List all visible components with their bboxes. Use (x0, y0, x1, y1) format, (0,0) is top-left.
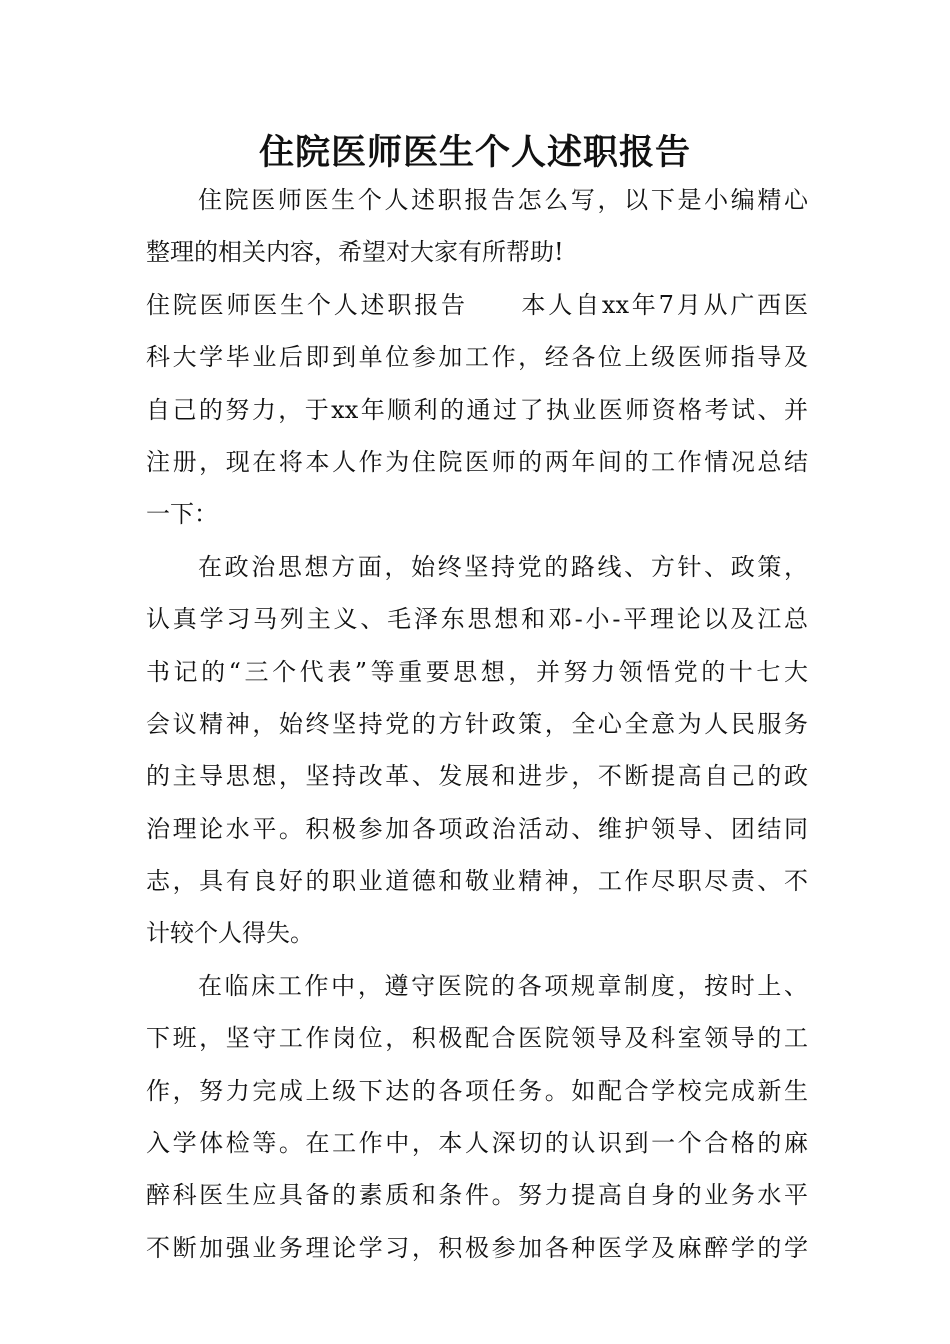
body-line: 计较个人得失。 (146, 919, 314, 948)
body-line: 科大学毕业后即到单位参加工作，经各位上级医师指导及 (146, 343, 808, 372)
body-line: 自己的努力，于xx年顺利的通过了执业医师资格考试、并 (146, 395, 808, 424)
document-body (146, 174, 808, 1274)
body-line: 醉科医生应具备的素质和条件。努力提高自身的业务水平 (146, 1181, 808, 1210)
body-line: 下班，坚守工作岗位，积极配合医院领导及科室领导的工 (146, 1024, 808, 1053)
document-title: 住院医师医生个人述职报告 (258, 133, 691, 173)
body-line: 不断加强业务理论学习，积极参加各种医学及麻醉学的学 (146, 1233, 808, 1262)
body-line: 住院医师医生个人述职报告怎么写，以下是小编精心 (198, 186, 808, 214)
body-line: 在临床工作中，遵守医院的各项规章制度，按时上、 (198, 971, 808, 1000)
body-line: 住院医师医生个人述职报告 本人自xx年7月从广西医 (146, 290, 808, 319)
body-line: 的主导思想，坚持改革、发展和进步，不断提高自己的政 (146, 762, 808, 791)
body-line: 在政治思想方面，始终坚持党的路线、方针、政策， (198, 552, 808, 581)
body-line: 治理论水平。积极参加各项政治活动、维护领导、团结同 (146, 814, 808, 843)
body-line: 志，具有良好的职业道德和敬业精神，工作尽职尽责、不 (146, 867, 808, 896)
body-line: 书记的“三个代表”等重要思想，并努力领悟党的十七大 (146, 657, 808, 686)
body-line: 会议精神，始终坚持党的方针政策，全心全意为人民服务 (146, 709, 808, 738)
body-line: 一下： (146, 500, 218, 529)
body-line: 认真学习马列主义、毛泽东思想和邓-小-平理论以及江总 (146, 605, 808, 634)
body-line: 整理的相关内容，希望对大家有所帮助! (146, 238, 564, 267)
body-line: 入学体检等。在工作中，本人深切的认识到一个合格的麻 (146, 1129, 808, 1158)
body-line: 作，努力完成上级下达的各项任务。如配合学校完成新生 (146, 1076, 808, 1105)
body-line: 注册，现在将本人作为住院医师的两年间的工作情况总结 (146, 447, 808, 476)
